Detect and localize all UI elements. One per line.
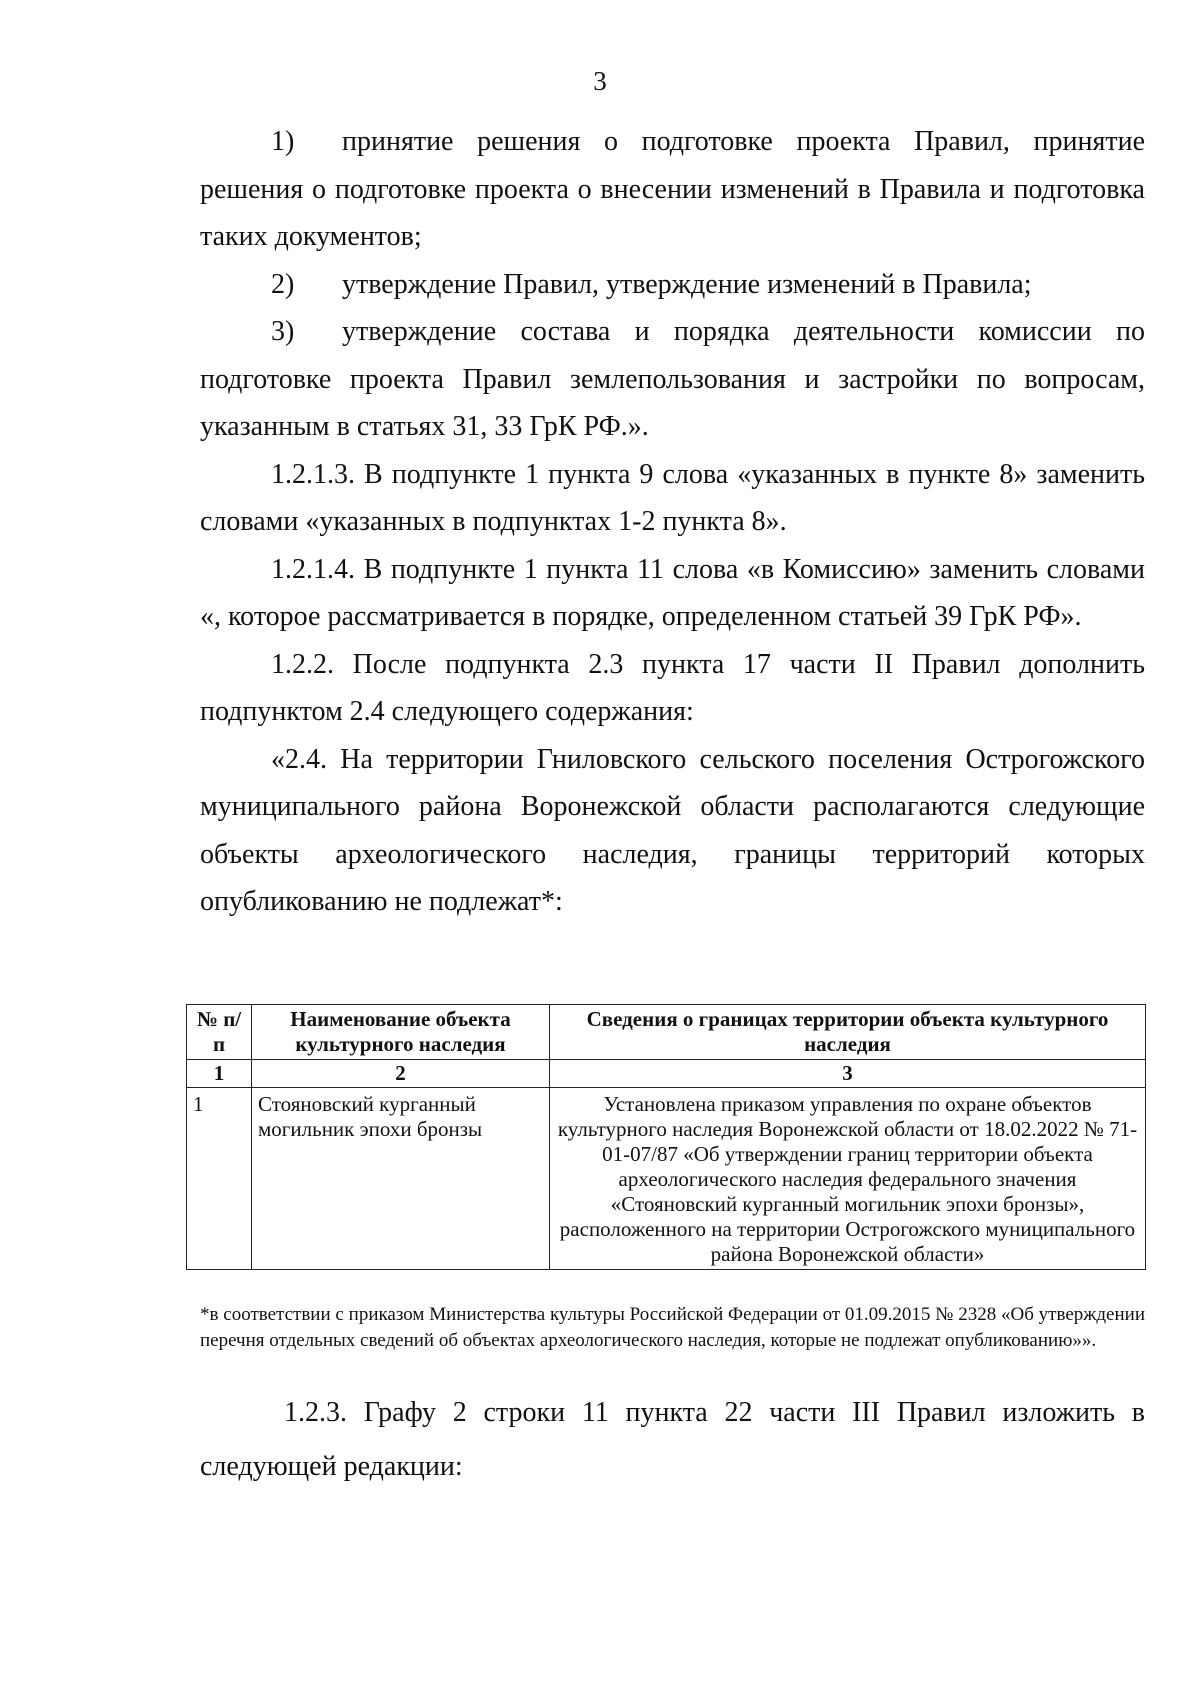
heritage-objects-table	[186, 1004, 1146, 1270]
page-number: 3	[593, 66, 607, 96]
column-number: 3	[550, 1060, 1146, 1088]
header-object-name: Наименование объекта культурного наследия	[252, 1005, 550, 1060]
list-item-number: 1)	[271, 126, 295, 157]
list-item-3	[200, 308, 1145, 451]
list-item-number: 3)	[271, 316, 295, 347]
paragraph-1-2-2: 1.2.2. После подпункта 2.3 пункта 17 части II Правил дополнить подпунктом 2.4 следующего содержания:	[200, 648, 1145, 727]
heritage-objects-table-wrapper	[186, 1004, 1146, 1270]
column-number: 2	[252, 1060, 550, 1088]
list-item-continuation: подготовке проекта Правил землепользования и застройки по вопросам, указанным в статьях 31, 33 ГрК РФ.».	[200, 363, 1145, 442]
paragraph-1-2-3: 1.2.3. Графу 2 строки 11 пункта 22 части III Правил изложить в	[284, 1397, 1145, 1428]
list-item-number: 2)	[271, 268, 295, 300]
table-row	[187, 1088, 1146, 1270]
list-item-continuation: решения о подготовке проекта о внесении изменений в Правила и подготовка таких документов;	[200, 173, 1145, 252]
header-number: № п/п	[187, 1005, 252, 1060]
list-item-text: принятие решения о подготовке проекта Правил, принятие	[342, 126, 1145, 157]
header-boundary-info: Сведения о границах территории объекта культурного наследия	[550, 1005, 1146, 1060]
table-footnote: *в соответствии с приказом Министерства культуры Российской Федерации от 01.09.2015 № 2328 «Об утверждении перечня отдельных сведений об объектах археологического наследия, которые не подлежат опубликованию»».	[200, 1304, 1145, 1351]
list-item-text: утверждение состава и порядка деятельности комиссии по	[342, 316, 1145, 347]
column-number: 1	[187, 1060, 252, 1088]
list-item-1	[200, 118, 1145, 261]
object-name: Стояновский курганный могильник эпохи бронзы	[252, 1088, 550, 1270]
list-item-text: утверждение Правил, утверждение изменений в Правила;	[342, 268, 1032, 300]
boundary-info: Установлена приказом управления по охране объектов культурного наследия Воронежской области от 18.02.2022 № 71-01-07/87 «Об утверждении границ территории объекта археологического наследия федерального значения «Стояновский курганный могильник эпохи бронзы», расположенного на территории Острогожского муниципального района Воронежской области»	[550, 1088, 1146, 1270]
row-number: 1	[187, 1088, 252, 1270]
document-body	[200, 118, 1145, 926]
paragraph-1-2-3-continuation: следующей редакции:	[200, 1451, 463, 1482]
closing-paragraph	[200, 1386, 1145, 1494]
paragraph-2-4: «2.4. На территории Гниловского сельского поселения Острогожского муниципального района Воронежской области располагаются следующие объекты археологического наследия, границы территорий которых опубликованию не подлежат*:	[200, 743, 1145, 917]
paragraph-1-2-1-3: 1.2.1.3. В подпункте 1 пункта 9 слова «указанных в пункте 8» заменить словами «указанных в подпунктах 1-2 пункта 8».	[200, 458, 1145, 537]
table-column-numbers-row	[187, 1060, 1146, 1088]
list-item-2	[200, 261, 1145, 309]
paragraph-1-2-1-4: 1.2.1.4. В подпункте 1 пункта 11 слова «в Комиссию» заменить словами «, которое рассматривается в порядке, определенном статьей 39 ГрК РФ».	[200, 553, 1145, 632]
table-header-row	[187, 1005, 1146, 1060]
